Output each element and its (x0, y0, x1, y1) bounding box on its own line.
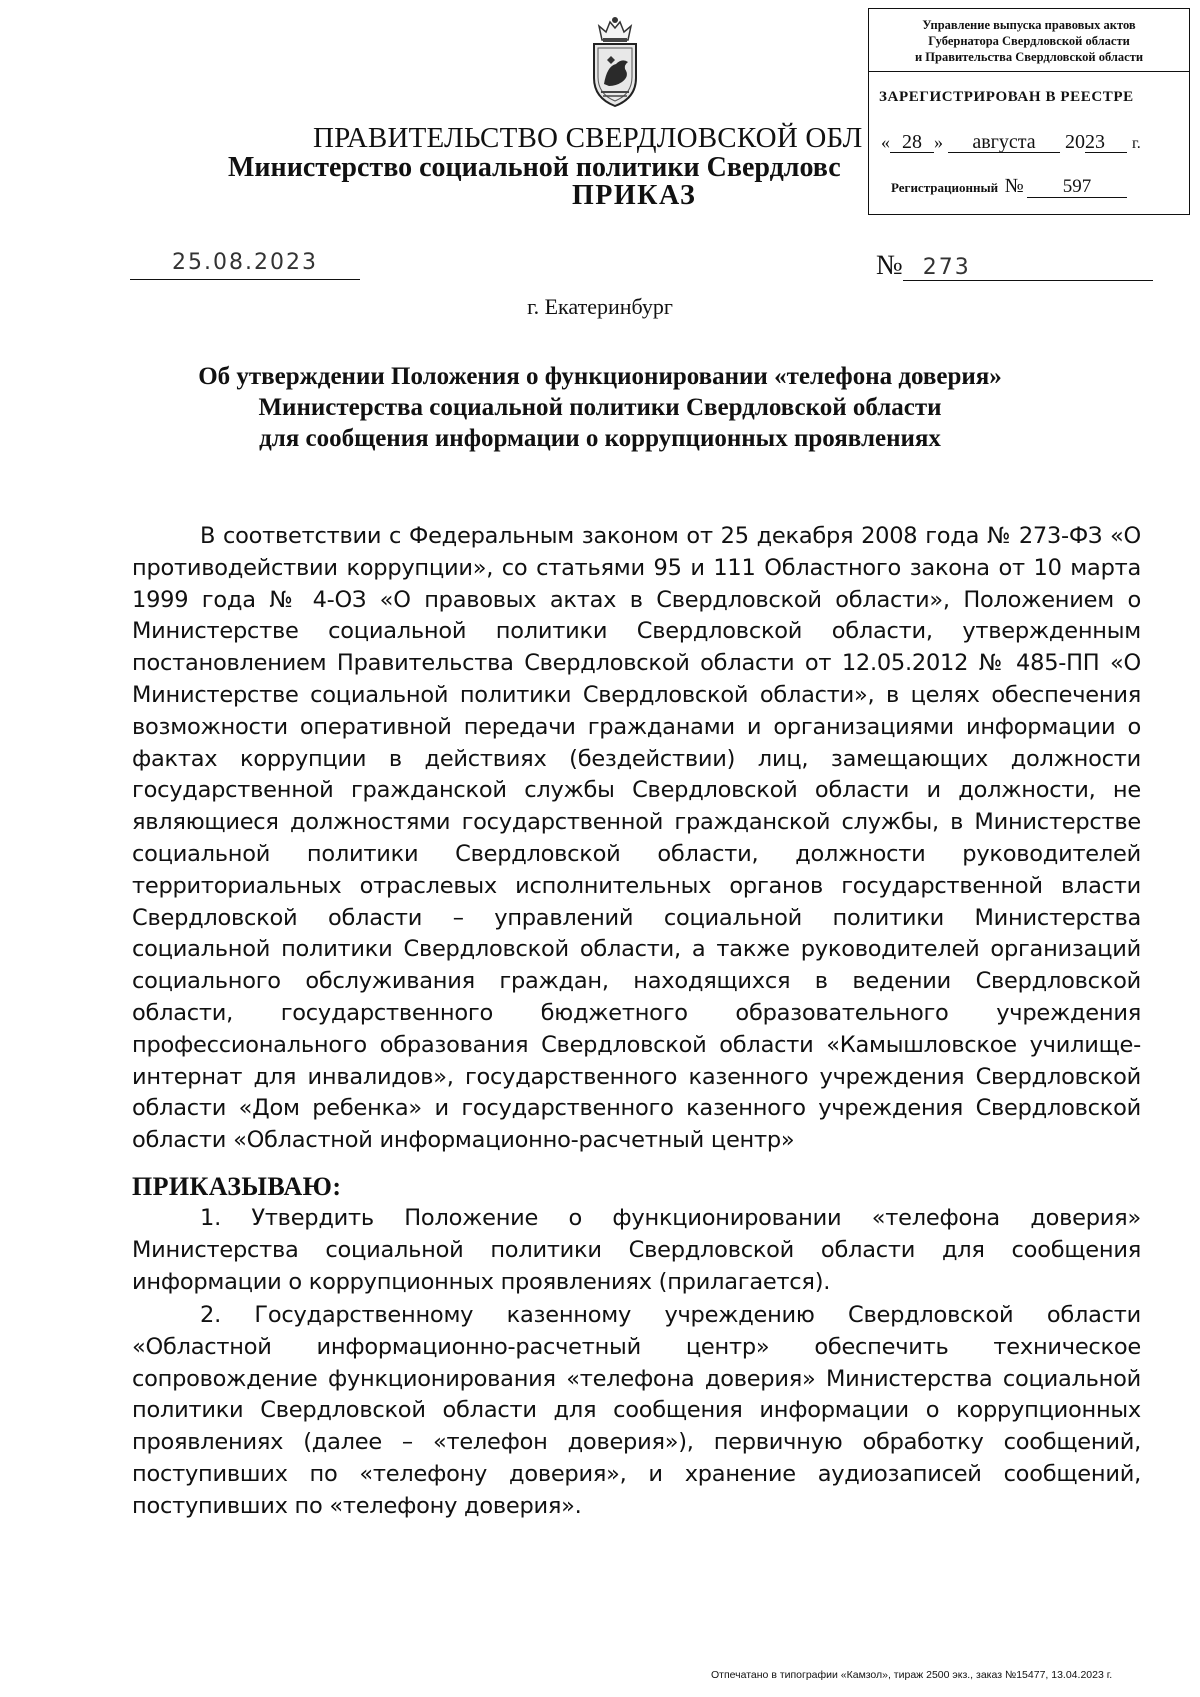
title-line: Об утверждении Положения о функционировании «телефона доверия» (198, 363, 1002, 390)
order-number-field (876, 250, 1153, 282)
close-quote: » (934, 132, 943, 152)
government-heading: ПРАВИТЕЛЬСТВО СВЕРДЛОВСКОЙ ОБЛ (313, 122, 863, 154)
stamp-divider (869, 71, 1189, 72)
stamp-day: 28 (890, 132, 934, 153)
coat-of-arms-emblem (585, 14, 645, 110)
order-number-handwritten: 273 (903, 255, 1153, 281)
stamp-office-line: Управление выпуска правовых актов (922, 18, 1136, 32)
stamp-office-name (869, 17, 1189, 65)
preamble-text: В соответствии с Федеральным законом от 25 декабря 2008 года № 273-ФЗ «О противодействии коррупции», со статьями 95 и 111 Областного закона от 10 марта 1999 года № 4-ОЗ «О правовых актах в Свердловской области», Положением о Министерстве социальной политики Свердловской области, утвержденным постановлением Правительства Свердловской области от 12.05.2012 № 485-ПП «О Министерстве социальной политики Свердловской области», в целях обеспечения возможности оперативной передачи гражданами и организациями информации о фактах коррупции в действиях (бездействии) лиц, замещающих должности государственной гражданской службы Свердловской области и должности, не являющиеся должностями государственной гражданской службы, в Министерстве социальной политики Свердловской области, должности руководителей территориальных отраслевых исполнительных органов государственной власти Свердловской области – управлений социальной политики Министерства социальной политики Свердловской области, а также руководителей организаций социального обслуживания граждан, находящихся в ведении Свердловской области, государственного бюджетного образовательного учреждения профессионального образования Свердловской области «Камышловское училище-интернат для инвалидов», государственного казенного учреждения Свердловской области «Дом ребенка» и государственного казенного учреждения Свердловской области «Областной информационно-расчетный центр» (132, 523, 1141, 1154)
title-line: для сообщения информации о коррупционных проявлениях (259, 425, 941, 452)
stamp-year-suffix: 23 (1085, 132, 1127, 153)
document-type-heading: ПРИКАЗ (572, 180, 697, 211)
order-point-2 (132, 1300, 1141, 1523)
point-1-text: 1. Утвердить Положение о функционировании «телефона доверия» Министерства социальной политики Свердловской области для сообщения информации о коррупционных проявлениях (прилагается). (132, 1205, 1141, 1295)
stamp-year-prefix: 20 (1065, 131, 1085, 153)
stamp-month: августа (948, 132, 1060, 153)
stamp-registration-date (881, 131, 1141, 154)
printing-note: Отпечатано в типографии «Камзол», тираж 2500 экз., заказ №15477, 13.04.2023 г. (711, 1669, 1113, 1681)
order-point-1 (132, 1203, 1141, 1298)
order-directive-word: ПРИКАЗЫВАЮ: (132, 1172, 342, 1201)
order-date-handwritten: 25.08.2023 (130, 247, 360, 280)
stamp-number-sign: № (1004, 175, 1024, 197)
stamp-number-label: Регистрационный (891, 180, 999, 195)
city-line: г. Екатеринбург (527, 294, 673, 319)
ministry-heading: Министерство социальной политики Свердловс (228, 152, 841, 183)
number-sign: № (876, 250, 903, 281)
preamble-paragraph (132, 521, 1141, 1157)
registry-stamp (868, 8, 1190, 215)
stamp-year-mark: г. (1132, 135, 1141, 152)
stamp-office-line: и Правительства Свердловской области (914, 50, 1144, 64)
stamp-number-value: 597 (1027, 177, 1127, 198)
stamp-office-line: Губернатора Свердловской области (928, 34, 1130, 48)
point-2-text: 2. Государственному казенному учреждению Свердловской области «Областной информационно-расчетный центр» обеспечить техническое сопровождение функционирования «телефона доверия» Министерства социальной политики Свердловской области для сообщения информации о коррупционных проявлениях (далее – «телефон доверия»), первичную обработку сообщений, поступивших по «телефону доверия», и хранение аудиозаписей сообщений, поступивших по «телефону доверия». (132, 1302, 1141, 1519)
title-line: Министерства социальной политики Свердловской области (258, 394, 942, 421)
stamp-registration-number (891, 175, 1127, 198)
open-quote: « (881, 132, 890, 152)
stamp-registered-label: ЗАРЕГИСТРИРОВАН В РЕЕСТРЕ (879, 89, 1134, 105)
document-title (100, 361, 1100, 454)
